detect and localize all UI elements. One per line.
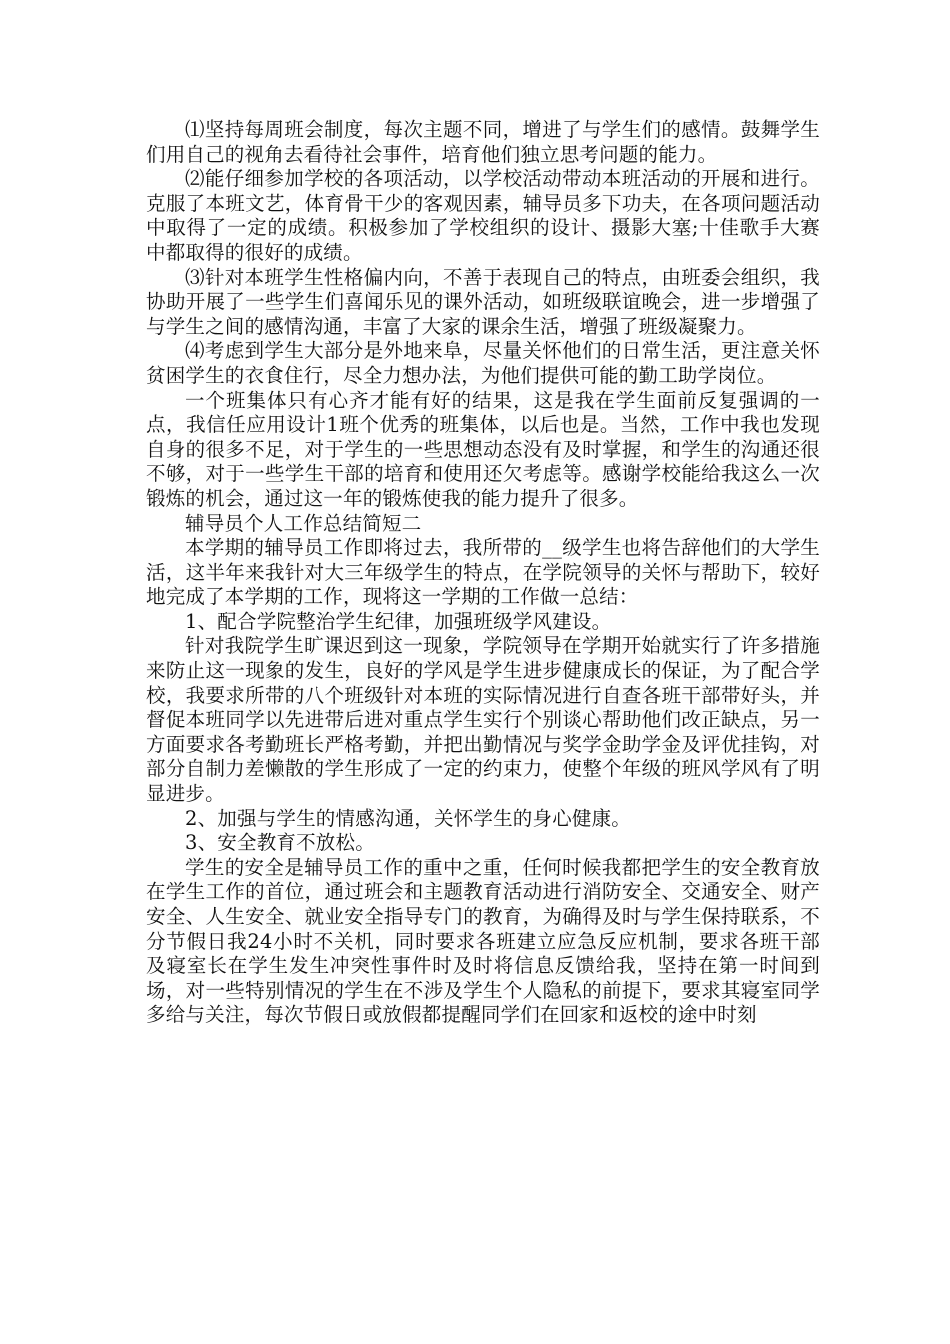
paragraph-7: 本学期的辅导员工作即将过去，我所带的__级学生也将告辞他们的大学生活，这半年来我针对大三年级学生的特点，在学院领导的关怀与帮助下，较好地完成了本学期的工作，现将这一学期的工作做一总结： (146, 536, 820, 609)
paragraph-3: ⑶针对本班学生性格偏内向，不善于表现自己的特点，由班委会组织，我协助开展了一些学生们喜闻乐见的课外活动，如班级联谊晚会，进一步增强了与学生之间的感情沟通，丰富了大家的课余生活，增强了班级凝聚力。 (146, 265, 820, 338)
paragraph-9: 针对我院学生旷课迟到这一现象，学院领导在学期开始就实行了许多措施来防止这一现象的发生，良好的学风是学生进步健康成长的保证，为了配合学校，我要求所带的八个班级针对本班的实际情况进行自查各班干部带好头，并督促本班同学以先进带后进对重点学生实行个别谈心帮助他们改正缺点，另一方面要求各考勤班长严格考勤，并把出勤情况与奖学金助学金及评优挂钩，对部分自制力差懒散的学生形成了一定的约束力，使整个年级的班风学风有了明显进步。 (146, 634, 820, 806)
document-body (146, 118, 820, 1028)
paragraph-4: ⑷考虑到学生大部分是外地来阜，尽量关怀他们的日常生活，更注意关怀贫困学生的衣食住行，尽全力想办法，为他们提供可能的勤工助学岗位。 (146, 339, 820, 387)
paragraph-1: ⑴坚持每周班会制度，每次主题不同，增进了与学生们的感情。鼓舞学生们用自己的视角去看待社会事件，培育他们独立思考问题的能力。 (146, 118, 820, 166)
list-item-3: 3、安全教育不放松。 (185, 831, 375, 855)
list-item-2: 2、加强与学生的情感沟通，关怀学生的身心健康。 (185, 806, 632, 830)
section-heading: 辅导员个人工作总结简短二 (185, 511, 422, 535)
paragraph-2: ⑵能仔细参加学校的各项活动，以学校活动带动本班活动的开展和进行。克服了本班文艺，体育骨干少的客观因素，辅导员多下功夫，在各项问题活动中取得了一定的成绩。积极参加了学校组织的设计、摄影大塞;十佳歌手大赛中都取得的很好的成绩。 (146, 167, 820, 264)
paragraph-12: 学生的安全是辅导员工作的重中之重，任何时候我都把学生的安全教育放在学生工作的首位，通过班会和主题教育活动进行消防安全、交通安全、财产安全、人生安全、就业安全指导专门的教育，为确得及时与学生保持联系，不分节假日我24小时不关机，同时要求各班建立应急反应机制，要求各班干部及寝室长在学生发生冲突性事件时及时将信息反馈给我，坚持在第一时间到场，对一些特别情况的学生在不涉及学生个人隐私的前提下，要求其寝室同学多给与关注，每次节假日或放假都提醒同学们在回家和返校的途中时刻 (146, 855, 820, 1027)
list-item-1: 1、配合学院整治学生纪律，加强班级学风建设。 (185, 609, 612, 633)
paragraph-5: 一个班集体只有心齐才能有好的结果，这是我在学生面前反复强调的一点，我信任应用设计1班个优秀的班集体，以后也是。当然，工作中我也发现自身的很多不足，对于学生的一些思想动态没有及时掌握，和学生的沟通还很不够，对于一些学生干部的培育和使用还欠考虑等。感谢学校能给我这么一次锻炼的机会，通过这一年的锻炼使我的能力提升了很多。 (146, 388, 820, 510)
